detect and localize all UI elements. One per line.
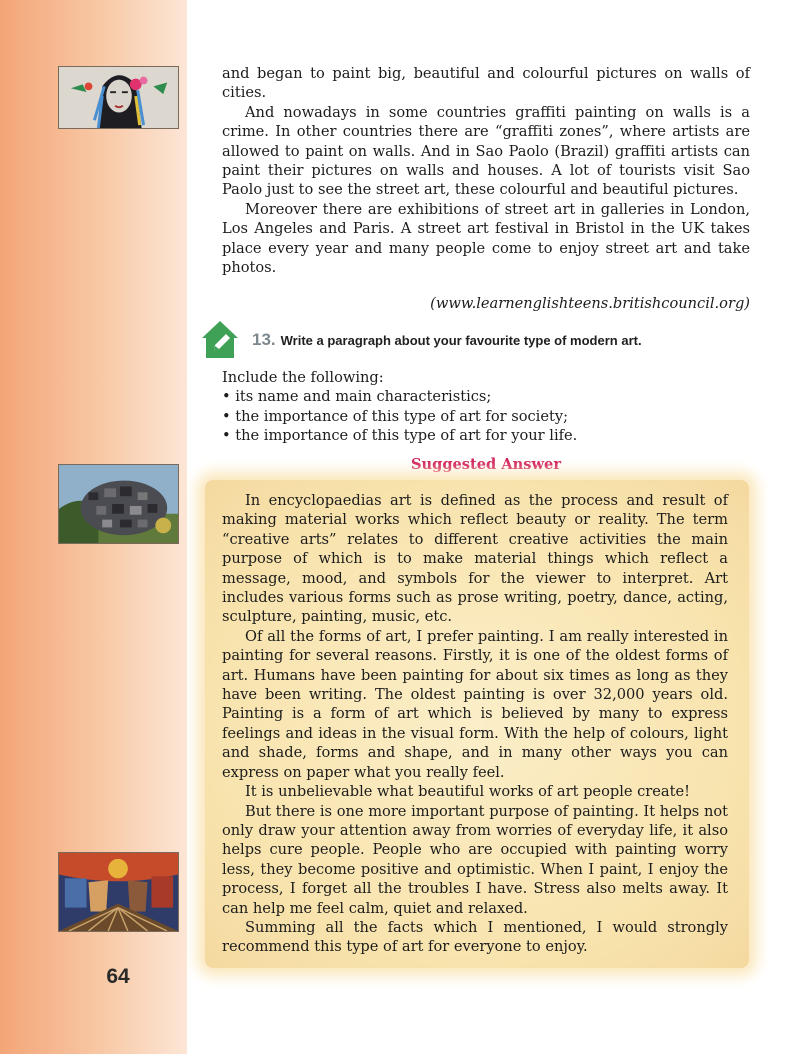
answer-paragraph: In encyclopaedias art is defined as the process and result of making material works which reflect beauty or reality. The term “creative arts” relates to different creative activities the main purpose of which is to make material things which reflect a message, mood, and symbols for the viewer to interpret. Art includes various forms such as prose writing, poetry, dance, acting, sculpture, painting, music, etc. bbox=[222, 492, 728, 626]
page-number: 64 bbox=[106, 965, 130, 988]
suggested-answer-text bbox=[222, 491, 728, 957]
list-item: • its name and main characteristics; bbox=[222, 387, 750, 406]
graffiti-portrait-image bbox=[58, 66, 179, 129]
list-item: • the importance of this type of art for society; bbox=[222, 407, 750, 426]
article-paragraph: and began to paint big, beautiful and colourful pictures on walls of cities. bbox=[222, 65, 750, 102]
mural-painting-image bbox=[58, 852, 179, 932]
answer-paragraph: But there is one more important purpose of painting. It helps not only draw your attention away from worries of everyday life, it also helps cure people. People who are occupied with painting worry less, they become positive and optimistic. When I paint, I enjoy the process, I forget all the troubles I have. Stress also melts away. It can help me feel calm, quiet and relaxed. bbox=[222, 802, 728, 917]
answer-paragraph: Summing all the facts which I mentioned, I would strongly recommend this type of art for everyone to enjoy. bbox=[222, 918, 728, 956]
article-text bbox=[222, 64, 750, 277]
exercise-task bbox=[252, 330, 642, 350]
street-art-sculpture-image bbox=[58, 464, 179, 544]
source-citation: (www.learnenglishteens.britishcouncil.org) bbox=[430, 295, 750, 312]
suggested-answer-heading: Suggested Answer bbox=[410, 456, 562, 473]
include-list bbox=[222, 368, 750, 446]
answer-paragraph: It is unbelievable what beautiful works of art people create! bbox=[245, 783, 690, 801]
article-paragraph: And nowadays in some countries graffiti painting on walls is a crime. In other countries there are “graffiti zones”, where artists are allowed to paint on walls. And in Sao Paolo (Brazil) graffiti artists can paint their pictures on walls and houses. A lot of tourists visit Sao Paolo just to see the street art, these colourful and beautiful pictures. bbox=[222, 103, 750, 199]
exercise-number: 13. bbox=[252, 330, 276, 349]
include-intro: Include the following: bbox=[222, 369, 384, 386]
article-paragraph: Moreover there are exhibitions of street art in galleries in London, Los Angeles and Paris. A street art festival in Bristol in the UK takes place every year and many people come to enjoy street art and take photos. bbox=[222, 200, 750, 277]
writing-task-icon bbox=[198, 318, 242, 360]
list-item: • the importance of this type of art for your life. bbox=[222, 426, 750, 445]
answer-paragraph: Of all the forms of art, I prefer painting. I am really interested in painting for several reasons. Firstly, it is one of the oldest forms of art. Humans have been painting for about six times as long as they have been writing. The oldest painting is over 32,000 years old. Painting is a form of art which is believed by many to express feelings and ideas in the visual form. With the help of colours, light and shade, forms and shape, and in many other ways you can express on paper what you really feel. bbox=[222, 627, 728, 781]
exercise-instruction: Write a paragraph about your favourite type of modern art. bbox=[280, 333, 642, 348]
